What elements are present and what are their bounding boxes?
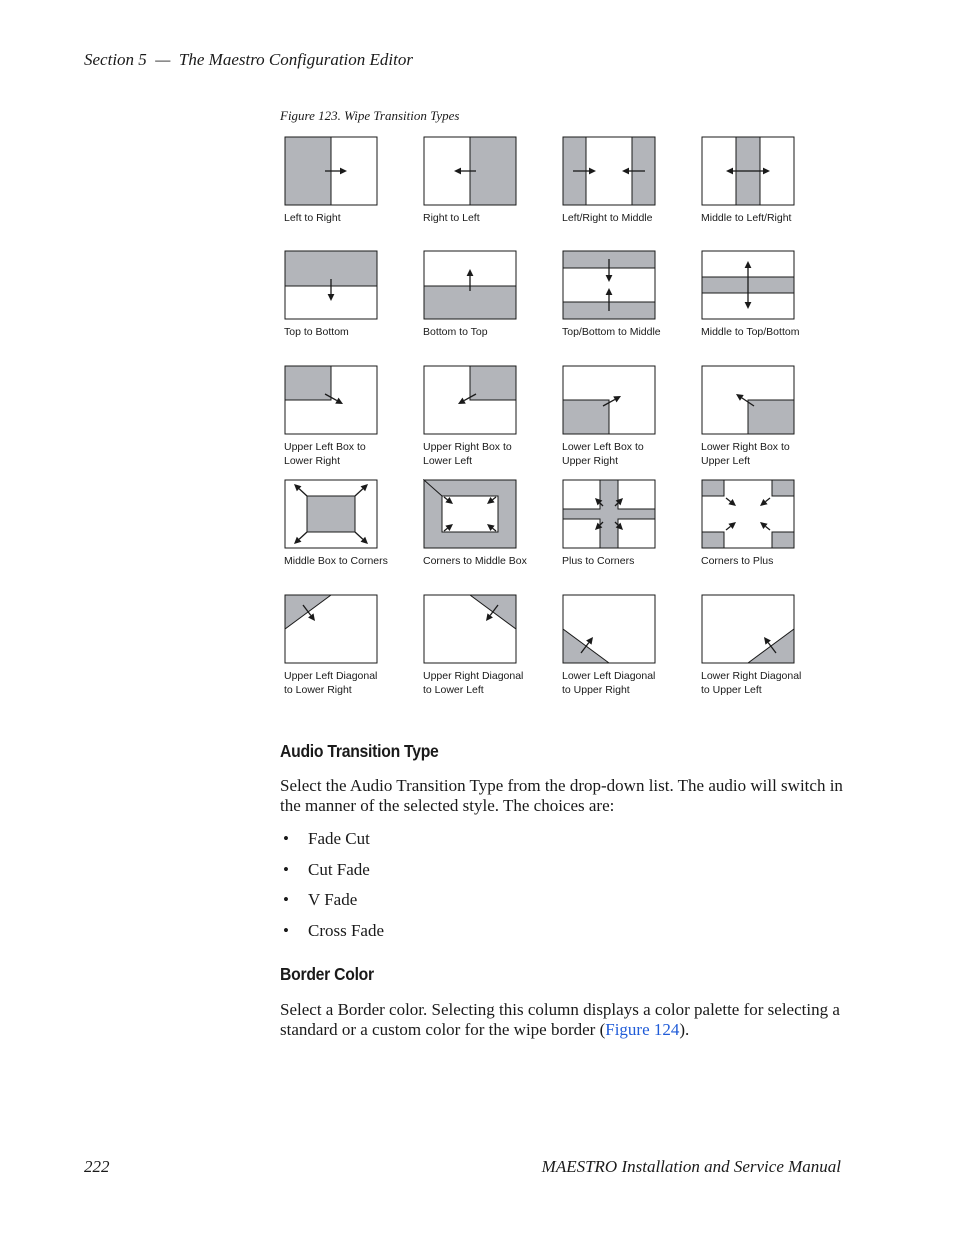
wipe-left-right-to-middle-icon bbox=[562, 136, 656, 206]
figure-124-link[interactable]: Figure 124 bbox=[605, 1020, 680, 1039]
wipe-label bbox=[701, 212, 831, 226]
wipe-upper-right-box-to-lower-left-icon bbox=[423, 365, 517, 435]
wipe-top-to-bottom-icon bbox=[284, 250, 378, 320]
running-header: Section 5 — The Maestro Configuration Editor bbox=[84, 50, 413, 69]
wipe-upper-left-diagonal-icon bbox=[284, 594, 378, 664]
wipe-right-to-left-icon bbox=[423, 136, 517, 206]
wipe-label-line: Plus to Corners bbox=[562, 555, 635, 567]
wipe-label-line: Upper Right bbox=[562, 454, 619, 467]
wipe-corners-to-middle-box-icon bbox=[423, 479, 517, 549]
wipe-label bbox=[562, 441, 692, 468]
wipe-cell bbox=[562, 479, 692, 569]
wipe-label-line: Bottom to Top bbox=[423, 326, 488, 338]
wipe-lower-left-box-to-upper-right-icon bbox=[562, 365, 656, 435]
wipe-label-line: Lower Right Box to bbox=[701, 441, 790, 453]
wipe-cell bbox=[701, 250, 831, 340]
wipe-label-line: to Upper Right bbox=[562, 683, 630, 696]
audio-choice-item bbox=[280, 828, 384, 859]
wipe-cell bbox=[562, 136, 692, 226]
wipe-label-line: Middle Box to Corners bbox=[284, 555, 388, 567]
audio-choice-label: Cut Fade bbox=[308, 859, 370, 879]
wipe-cell bbox=[284, 250, 414, 340]
wipe-cell bbox=[284, 136, 414, 226]
bullet-icon: • bbox=[283, 920, 289, 940]
wipe-label-line: Left to Right bbox=[284, 212, 341, 224]
wipe-cell bbox=[284, 479, 414, 569]
wipe-label bbox=[423, 212, 553, 226]
wipe-label-line: Top to Bottom bbox=[284, 326, 349, 338]
wipe-label bbox=[562, 212, 692, 226]
wipe-label bbox=[701, 441, 831, 468]
wipe-label-line: Upper Left Diagonal bbox=[284, 670, 378, 682]
wipe-cell bbox=[284, 594, 414, 697]
wipe-label-line: Middle to Left/Right bbox=[701, 212, 792, 224]
bullet-icon: • bbox=[283, 829, 289, 848]
wipe-label-line: Upper Right Box to bbox=[423, 441, 512, 453]
audio-choice-item bbox=[280, 920, 384, 951]
wipe-cell bbox=[701, 365, 831, 468]
wipe-middle-to-left-right-icon bbox=[701, 136, 795, 206]
wipe-lower-left-diagonal-icon bbox=[562, 594, 656, 664]
wipe-cell bbox=[701, 479, 831, 569]
wipe-label-line: Corners to Plus bbox=[701, 555, 774, 567]
wipe-label-line: to Lower Right bbox=[284, 683, 352, 696]
wipe-label bbox=[562, 555, 692, 569]
wipe-cell bbox=[423, 479, 553, 569]
wipe-bottom-to-top-icon bbox=[423, 250, 517, 320]
wipe-label-line: Middle to Top/Bottom bbox=[701, 326, 800, 338]
wipe-label-line: Left/Right to Middle bbox=[562, 212, 653, 224]
wipe-cell bbox=[562, 365, 692, 468]
wipe-label-line: Corners to Middle Box bbox=[423, 555, 527, 567]
wipe-label bbox=[423, 555, 553, 569]
wipe-label bbox=[423, 326, 553, 340]
audio-choice-label: Fade Cut bbox=[308, 829, 370, 848]
wipe-label bbox=[284, 670, 414, 697]
wipe-plus-to-corners-icon bbox=[562, 479, 656, 549]
wipe-upper-left-box-to-lower-right-icon bbox=[284, 365, 378, 435]
wipe-label bbox=[701, 670, 831, 697]
wipe-cell bbox=[423, 365, 553, 468]
wipe-label bbox=[284, 555, 414, 569]
border-color-heading: Border Color bbox=[280, 964, 374, 984]
wipe-label-line: Upper Left bbox=[701, 454, 751, 467]
wipe-label-line: to Upper Left bbox=[701, 683, 762, 696]
audio-choice-item bbox=[280, 859, 384, 890]
wipe-label-line: Lower Left Box to bbox=[562, 441, 644, 453]
wipe-cell bbox=[562, 594, 692, 697]
border-text-before: Select a Border color. Selecting this column displays a color palette for selecting a standard or a custom color for the wipe border ( bbox=[280, 1000, 840, 1039]
wipe-middle-box-to-corners-icon bbox=[284, 479, 378, 549]
wipe-top-bottom-to-middle-icon bbox=[562, 250, 656, 320]
border-text-after: ). bbox=[679, 1020, 690, 1039]
wipe-label bbox=[423, 441, 553, 468]
wipe-label bbox=[701, 326, 831, 340]
wipe-label bbox=[701, 555, 831, 569]
audio-choices-list bbox=[280, 828, 384, 950]
bullet-icon: • bbox=[283, 859, 289, 879]
wipe-label-line: to Lower Left bbox=[423, 683, 484, 696]
wipe-cell bbox=[284, 365, 414, 468]
wipe-lower-right-box-to-upper-left-icon bbox=[701, 365, 795, 435]
manual-title: MAESTRO Installation and Service Manual bbox=[541, 1157, 841, 1176]
wipe-label-line: Lower Left Diagonal bbox=[562, 670, 656, 682]
wipe-cell bbox=[423, 136, 553, 226]
wipe-corners-to-plus-icon bbox=[701, 479, 795, 549]
wipe-label-line: Upper Left Box to bbox=[284, 441, 366, 453]
wipe-label bbox=[562, 326, 692, 340]
audio-choice-item bbox=[280, 889, 384, 920]
wipe-label bbox=[284, 212, 414, 226]
wipe-label bbox=[562, 670, 692, 697]
wipe-cell bbox=[562, 250, 692, 340]
wipe-cell bbox=[701, 594, 831, 697]
border-color-paragraph bbox=[280, 1000, 850, 1040]
wipe-cell bbox=[701, 136, 831, 226]
audio-choice-label: V Fade bbox=[308, 890, 358, 909]
wipe-label-line: Right to Left bbox=[423, 212, 480, 224]
wipe-label bbox=[284, 441, 414, 468]
wipe-left-to-right-icon bbox=[284, 136, 378, 206]
wipe-label-line: Lower Left bbox=[423, 454, 473, 467]
wipe-middle-to-top-bottom-icon bbox=[701, 250, 795, 320]
figure-caption: Figure 123. Wipe Transition Types bbox=[280, 108, 460, 123]
bullet-icon: • bbox=[283, 890, 289, 909]
wipe-label-line: Lower Right bbox=[284, 454, 341, 467]
audio-transition-heading: Audio Transition Type bbox=[280, 741, 439, 761]
wipe-label-line: Lower Right Diagonal bbox=[701, 670, 802, 682]
wipe-upper-right-diagonal-icon bbox=[423, 594, 517, 664]
audio-choice-label: Cross Fade bbox=[308, 920, 385, 940]
page-number: 222 bbox=[84, 1157, 110, 1176]
wipe-lower-right-diagonal-icon bbox=[701, 594, 795, 664]
wipe-cell bbox=[423, 594, 553, 697]
wipe-label-line: Top/Bottom to Middle bbox=[562, 326, 661, 338]
wipe-label bbox=[423, 670, 553, 697]
audio-transition-paragraph: Select the Audio Transition Type from the drop-down list. The audio will switch in the manner of the selected style. The choices are: bbox=[280, 776, 843, 815]
wipe-label-line: Upper Right Diagonal bbox=[423, 670, 524, 682]
wipe-cell bbox=[423, 250, 553, 340]
wipe-label bbox=[284, 326, 414, 340]
